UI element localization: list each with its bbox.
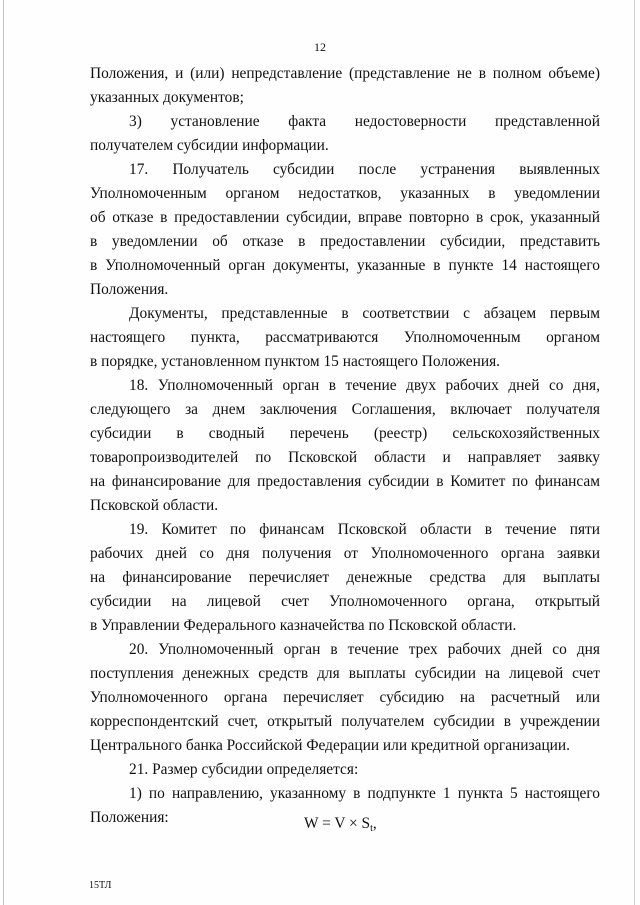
text-line: на финансирование для предоставления субсидии в Комитет по финансам [90,473,600,490]
text-line: настоящего пункта, рассматриваются Уполномоченным органом [90,329,600,346]
scan-edge-left [3,0,4,905]
text-line: Уполномоченного органа перечисляет субсидию на расчетный или [90,689,600,706]
text-line: рабочих дней со дня получения от Уполномоченного органа заявки [90,545,600,562]
text-line: субсидии в сводный перечень (реестр) сельскохозяйственных [90,425,600,442]
formula-tail: , [372,815,377,832]
text-line: 17. Получатель субсидии после устранения выявленных [129,161,600,178]
text-line: субсидии на лицевой счет Уполномоченного органа, открытый [90,593,600,610]
text-line: Центрального банка Российской Федерации или кредитной организации. [90,737,570,754]
text-line: в порядке, установленном пунктом 15 настоящего Положения. [90,353,501,370]
text-line: 3) установление факта недостоверности представленной [129,113,600,130]
text-line: Документы, представленные в соответствии с абзацем первым [129,305,600,322]
text-line: 19. Комитет по финансам Псковской области в течение пяти [129,521,600,538]
text-line: в уведомлении об отказе в предоставлении субсидии, представить [90,233,600,250]
text-line: Положения. [90,281,169,298]
text-line: 1) по направлению, указанному в подпункте 1 пункта 5 настоящего [129,785,600,802]
text-line: 21. Размер субсидии определяется: [129,761,359,778]
text-line: в Уполномоченный орган документы, указанные в пункте 14 настоящего [90,257,600,274]
text-line: корреспондентский счет, открытый получателем субсидии в учреждении [90,713,600,730]
footer-code: 15ТЛ [89,880,112,891]
text-line: получателем субсидии информации. [90,137,329,154]
text-line: об отказе в предоставлении субсидии, вправе повторно в срок, указанный [90,209,600,226]
text-line: 18. Уполномоченный орган в течение двух рабочих дней со дня, [129,377,600,394]
formula-subscript: t [370,823,373,834]
text-line: поступления денежных средств для выплаты субсидии на лицевой счет [90,665,600,682]
text-line: Уполномоченным органом недостатков, указанных в уведомлении [90,185,600,202]
scan-edge-right [634,0,635,905]
text-line: на финансирование перечисляет денежные средства для выплаты [90,569,600,586]
text-line: Псковской области. [90,497,219,514]
text-line: 20. Уполномоченный орган в течение трех рабочих дней со дня [129,641,600,658]
formula-main: W = V × S [304,815,371,832]
text-line: следующего за днем заключения Соглашения, включает получателя [90,401,600,418]
text-line: товаропроизводителей по Псковской области и направляет заявку [90,449,600,466]
page-number: 12 [314,40,326,54]
text-line: Положения: [90,809,169,826]
text-line: указанных документов; [90,89,244,106]
text-line: в Управлении Федерального казначейства по Псковской области. [90,617,517,634]
text-line: Положения, и (или) непредставление (представление не в полном объеме) [90,65,600,82]
subsidy-formula [304,815,377,838]
